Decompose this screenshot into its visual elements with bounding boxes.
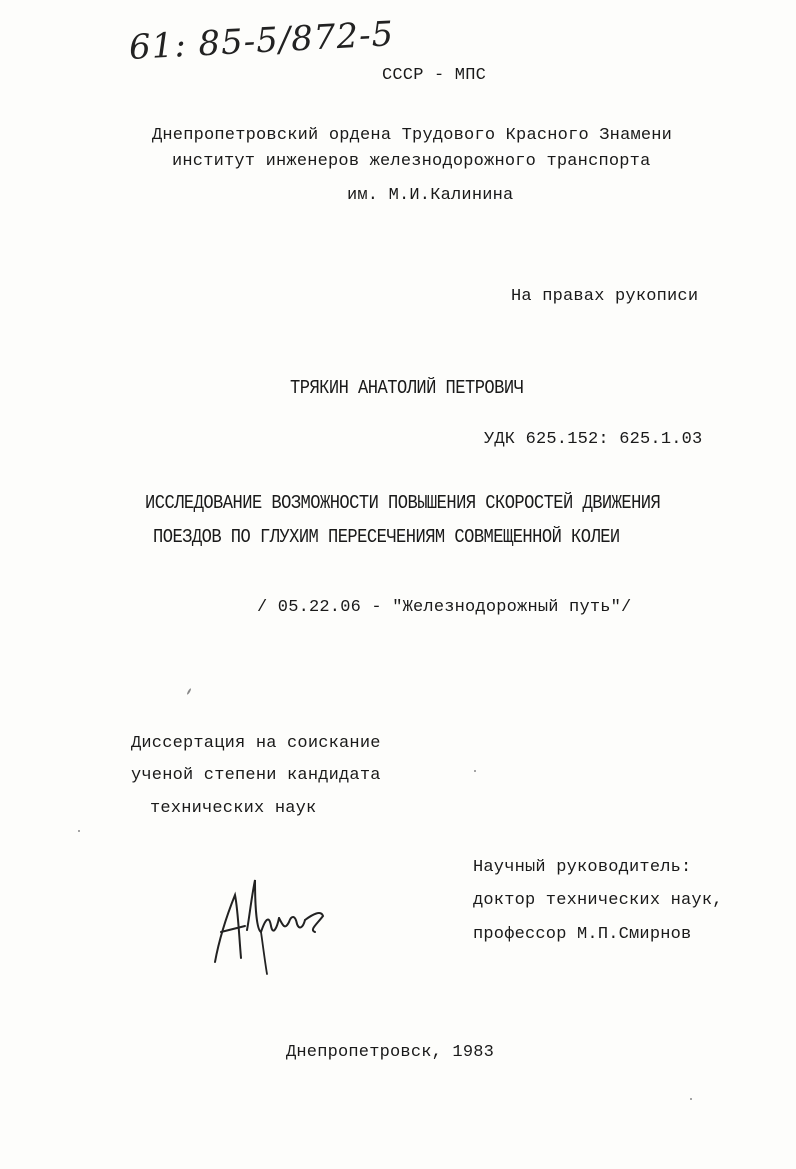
paper-speck	[78, 830, 80, 832]
institution-line-3: им. М.И.Калинина	[347, 186, 514, 205]
author-signature	[205, 870, 335, 985]
title-line-2: ПОЕЗДОВ ПО ГЛУХИМ ПЕРЕСЕЧЕНИЯМ СОВМЕЩЕННОЙ КОЛЕИ	[153, 526, 620, 548]
supervisor-line-1: Научный руководитель:	[473, 858, 692, 877]
specialty-code: / 05.22.06 - "Железнодорожный путь"/	[257, 598, 632, 617]
institution-line-2: институт инженеров железнодорожного транспорта	[172, 152, 651, 171]
dissertation-line-1: Диссертация на соискание	[131, 734, 381, 753]
city-year: Днепропетровск, 1983	[286, 1043, 495, 1062]
supervisor-line-3: профессор М.П.Смирнов	[473, 925, 692, 944]
supervisor-line-2: доктор технических наук,	[473, 891, 723, 910]
paper-speck	[186, 688, 191, 695]
udc-code: УДК 625.152: 625.1.03	[484, 430, 703, 449]
dissertation-line-2: ученой степени кандидата	[131, 766, 381, 785]
paper-speck	[690, 1098, 692, 1100]
archive-code-handwritten: 61: 85-5/872-5	[128, 14, 396, 68]
title-line-1: ИССЛЕДОВАНИЕ ВОЗМОЖНОСТИ ПОВЫШЕНИЯ СКОРОСТЕЙ ДВИЖЕНИЯ	[145, 492, 661, 514]
dissertation-line-3: технических наук	[150, 799, 317, 818]
paper-speck	[474, 770, 476, 772]
author-name: ТРЯКИН АНАТОЛИЙ ПЕТРОВИЧ	[290, 377, 524, 399]
ministry-label: СССР - МПС	[382, 66, 487, 85]
manuscript-note: На правах рукописи	[511, 287, 699, 306]
institution-line-1: Днепропетровский ордена Трудового Красного Знамени	[152, 126, 673, 145]
